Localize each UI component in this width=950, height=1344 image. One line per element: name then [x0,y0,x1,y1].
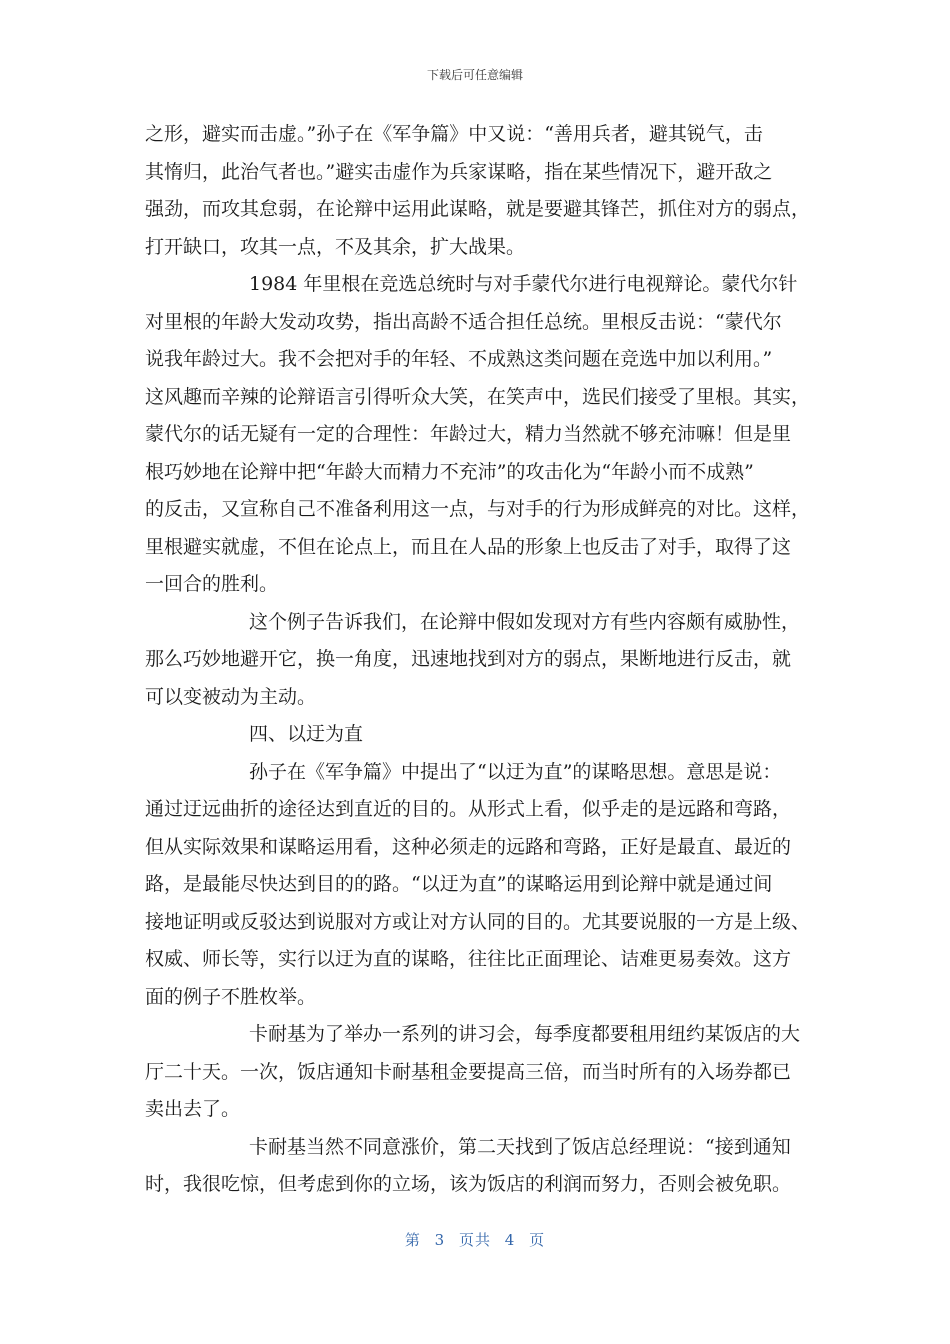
text-line: 时，我很吃惊，但考虑到你的立场，该为饭店的利润而努力，否则会被免职。 [145,1173,792,1195]
text-line: 这个例子告诉我们，在论辩中假如发现对方有些内容颇有威胁性， [249,610,801,633]
text-line: 面的例子不胜枚举。 [145,985,317,1008]
text-line: 里根避实就虚，不但在论点上，而且在人品的形象上也反击了对手，取得了这 [145,535,792,558]
paragraph [145,1016,810,1129]
page-footer [0,1229,950,1250]
text-line: 其惰归，此治气者也。”避实击虚作为兵家谋略，指在某些情况下，避开敌之 [145,160,773,183]
text-line: 的反击，又宣称自己不准备利用这一点，与对手的行为形成鲜亮的对比。这样， [145,498,811,520]
text-line: 路，是最能尽快达到目的的路。“以迂为直”的谋略运用到论辩中就是通过间 [145,873,773,895]
paragraph [145,1129,810,1204]
text-line: 厅二十天。一次，饭店通知卡耐基租金要提高三倍，而当时所有的入场券都已 [145,1060,792,1083]
text-line: 接地证明或反驳达到说服对方或让对方认同的目的。尤其要说服的一方是上级、 [145,910,811,933]
text-line: 之形，避实而击虚。”孙子在《军争篇》中又说：“善用兵者，避其锐气，击 [145,123,763,145]
text-line: 强劲，而攻其怠弱，在论辩中运用此谋略，就是要避其锋芒，抓住对方的弱点， [145,198,811,220]
text-line: 卡耐基当然不同意涨价，第二天找到了饭店总经理说：“接到通知 [249,1135,791,1158]
total-page-number: 4 [504,1231,516,1249]
text-line: 根巧妙地在论辩中把“年龄大而精力不充沛”的攻击化为“年龄小而不成熟” [145,460,754,483]
document-body [145,116,810,1204]
text-line: 通过迂远曲折的途径达到直近的目的。从形式上看，似乎走的是远路和弯路， [145,798,792,820]
text-line: 权威、师长等，实行以迂为直的谋略，往往比正面理论、诘难更易奏效。这方 [145,948,792,970]
text-line: 说我年龄过大。我不会把对手的年轻、不成熟这类问题在竞选中加以利用。” [145,348,773,370]
text-line: 那么巧妙地避开它，换一角度，迅速地找到对方的弱点，果断地进行反击，就 [145,648,792,670]
text-line: 对里根的年龄大发动攻势，指出高龄不适合担任总统。里根反击说：“蒙代尔 [145,310,782,333]
page-number-middle: 页共 [458,1231,491,1249]
text-line: 卡耐基为了举办一系列的讲习会，每季度都要租用纽约某饭店的大 [249,1023,801,1045]
page-number-prefix: 第 [404,1231,421,1249]
page-number-suffix: 页 [529,1231,546,1249]
paragraph [145,604,810,717]
text-line: 可以变被动为主动。 [145,685,317,708]
paragraph [145,266,810,604]
text-line: 蒙代尔的话无疑有一定的合理性：年龄过大，精力当然就不够充沛嘛！但是里 [145,423,792,445]
paragraph [145,716,810,754]
text-line: 卖出去了。 [145,1098,241,1120]
text-line: 这风趣而辛辣的论辩语言引得听众大笑，在笑声中，选民们接受了里根。其实， [145,385,811,408]
paragraph [145,116,810,266]
text-line: 四、以迂为直 [249,723,364,745]
text-line: 一回合的胜利。 [145,573,279,595]
page-header-note: 下载后可任意编辑 [426,68,523,82]
text-line: 打开缺口，攻其一点，不及其余，扩大战果。 [145,235,526,258]
text-line: 但从实际效果和谋略运用看，这种必须走的远路和弯路，正好是最直、最近的 [145,835,792,858]
text-line: 孙子在《军争篇》中提出了“以迂为直”的谋略思想。意思是说： [249,760,782,783]
current-page-number: 3 [434,1231,446,1249]
text-line: 1984 年里根在竞选总统时与对手蒙代尔进行电视辩论。蒙代尔针 [249,273,798,295]
paragraph [145,754,810,1017]
